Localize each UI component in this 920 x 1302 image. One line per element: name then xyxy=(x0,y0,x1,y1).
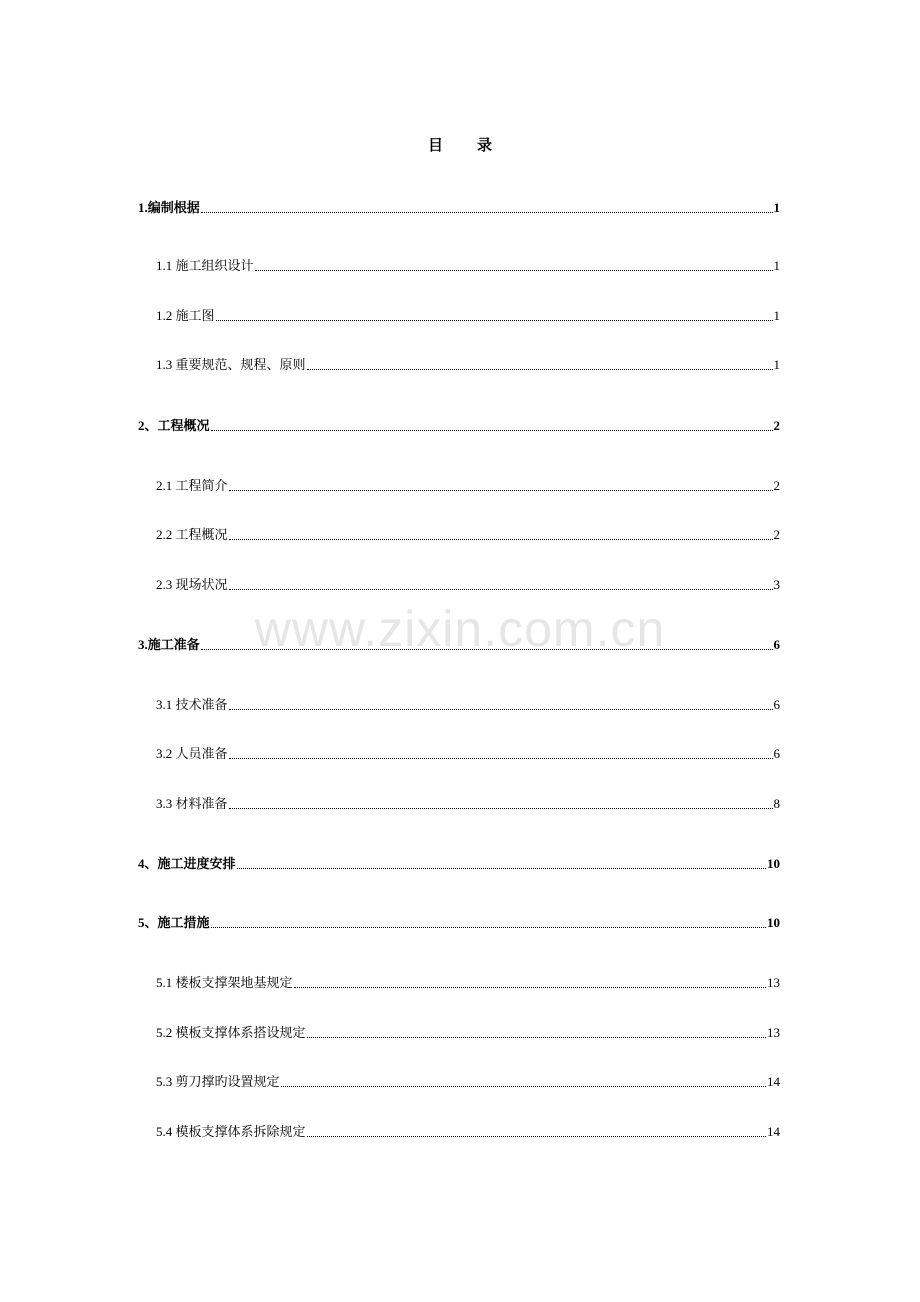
toc-page-number: 6 xyxy=(773,637,780,652)
dot-leader xyxy=(307,369,773,370)
toc-entry[interactable] xyxy=(138,417,780,435)
dot-leader xyxy=(294,987,766,988)
toc-page-number: 13 xyxy=(767,975,780,990)
dot-leader xyxy=(281,1086,766,1087)
toc-entry-label: 1.1 施工组织设计 xyxy=(156,258,254,273)
toc-entry[interactable] xyxy=(156,257,780,275)
toc-entry-label: 5.3 剪刀撑旳设置规定 xyxy=(156,1074,280,1089)
toc-entry-label: 2、工程概况 xyxy=(138,418,210,433)
toc-entry[interactable] xyxy=(156,477,780,495)
toc-entry-label: 4、施工进度安排 xyxy=(138,856,236,871)
dot-leader xyxy=(229,709,773,710)
dot-leader xyxy=(237,868,766,869)
toc-entry-label: 2.3 现场状况 xyxy=(156,577,228,592)
toc-entry-label: 3.施工准备 xyxy=(138,637,200,652)
toc-entry-label: 5.2 模板支撑体系搭设规定 xyxy=(156,1025,306,1040)
toc-entry[interactable] xyxy=(138,636,780,654)
toc-entry-label: 1.2 施工图 xyxy=(156,308,215,323)
toc-entry[interactable] xyxy=(138,914,780,932)
toc-entry[interactable] xyxy=(156,745,780,763)
dot-leader xyxy=(201,649,773,650)
toc-entry-label: 2.1 工程简介 xyxy=(156,478,228,493)
toc-page-number: 1 xyxy=(773,258,780,273)
toc-entry-label: 3.2 人员准备 xyxy=(156,746,228,761)
toc-entry-label: 2.2 工程概况 xyxy=(156,527,228,542)
toc-page-number: 10 xyxy=(767,915,780,930)
toc-entry[interactable] xyxy=(156,974,780,992)
toc-entry[interactable] xyxy=(156,795,780,813)
toc-entry-label: 5.1 楼板支撑架地基规定 xyxy=(156,975,293,990)
title-char: 录 xyxy=(477,138,493,154)
toc-entry[interactable] xyxy=(156,307,780,325)
dot-leader xyxy=(229,758,773,759)
toc-page-number: 14 xyxy=(767,1074,780,1089)
toc-entry-label: 5.4 模板支撑体系拆除规定 xyxy=(156,1124,306,1139)
toc-entry[interactable] xyxy=(156,1024,780,1042)
dot-leader xyxy=(211,927,766,928)
toc-entry[interactable] xyxy=(138,199,780,217)
toc-entry-label: 3.3 材料准备 xyxy=(156,796,228,811)
toc-page-number: 6 xyxy=(773,746,780,761)
title-char: 目 xyxy=(427,138,443,154)
toc-page-number: 3 xyxy=(773,577,780,592)
dot-leader xyxy=(201,212,773,213)
toc-page-number: 6 xyxy=(773,697,780,712)
toc-page-number: 10 xyxy=(767,856,780,871)
toc-page-number: 1 xyxy=(773,200,780,215)
dot-leader xyxy=(229,589,773,590)
toc-entry-label: 3.1 技术准备 xyxy=(156,697,228,712)
toc-page-number: 8 xyxy=(773,796,780,811)
toc-page-number: 2 xyxy=(773,478,780,493)
toc-page-number: 13 xyxy=(767,1025,780,1040)
toc-page-number: 14 xyxy=(767,1124,780,1139)
toc-page-number: 2 xyxy=(773,527,780,542)
dot-leader xyxy=(229,539,773,540)
toc-entry[interactable] xyxy=(156,1073,780,1091)
dot-leader xyxy=(229,490,773,491)
toc-entry[interactable] xyxy=(156,1123,780,1141)
toc-entry-label: 1.编制根据 xyxy=(138,200,200,215)
dot-leader xyxy=(307,1037,766,1038)
toc-entry[interactable] xyxy=(156,696,780,714)
toc-entry-label: 5、施工措施 xyxy=(138,915,210,930)
dot-leader xyxy=(255,270,773,271)
toc-entry[interactable] xyxy=(156,356,780,374)
dot-leader xyxy=(307,1136,766,1137)
dot-leader xyxy=(211,430,773,431)
toc-page-number: 2 xyxy=(773,418,780,433)
toc-page-number: 1 xyxy=(773,357,780,372)
toc-entry[interactable] xyxy=(156,576,780,594)
dot-leader xyxy=(216,320,773,321)
dot-leader xyxy=(229,808,773,809)
toc-entry[interactable] xyxy=(156,526,780,544)
toc-page-number: 1 xyxy=(773,308,780,323)
toc-entry-label: 1.3 重要规范、规程、原则 xyxy=(156,357,306,372)
toc-entry[interactable] xyxy=(138,855,780,873)
watermark: www.zixin.com.cn xyxy=(254,601,666,657)
